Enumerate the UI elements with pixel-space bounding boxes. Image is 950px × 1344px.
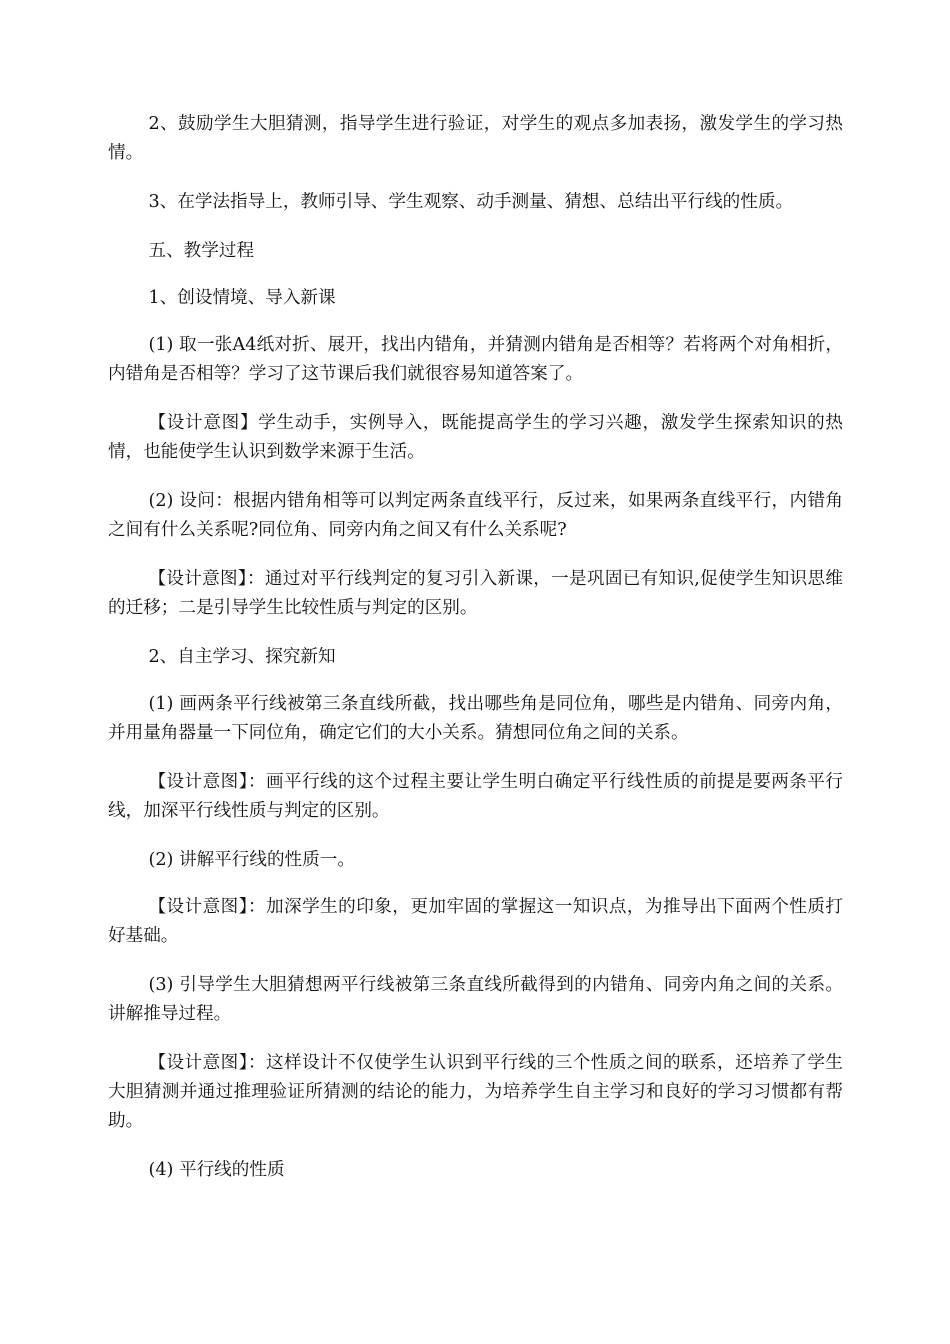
paragraph-encourage-guessing: 2、鼓励学生大胆猜测，指导学生进行验证，对学生的观点多加表扬，激发学生的学习热情。: [108, 114, 843, 163]
section-heading-teaching-process: 五、教学过程: [148, 241, 255, 261]
paragraph-parallel-properties: (4) 平行线的性质: [148, 1160, 285, 1180]
paragraph-property-one: (2) 讲解平行线的性质一。: [148, 850, 355, 870]
paragraph-draw-parallel-lines: (1) 画两条平行线被第三条直线所截，找出哪些角是同位角，哪些是内错角、同旁内角，并用量角器量一下同位角，确定它们的大小关系。猜想同位角之间的关系。: [108, 694, 843, 743]
paragraph-design-intent-3: 【设计意图】：画平行线的这个过程主要让学生明白确定平行线性质的前提是要两条平行线，加深平行线性质与判定的区别。: [108, 772, 843, 821]
paragraph-guess-angles: (3) 引导学生大胆猜想两平行线被第三条直线所截得到的内错角、同旁内角之间的关系。讲解推导过程。: [108, 975, 843, 1024]
subheading-create-situation: 1、创设情境、导入新课: [148, 288, 336, 308]
paragraph-design-intent-5: 【设计意图】：这样设计不仅使学生认识到平行线的三个性质之间的联系，还培养了学生大胆猜测并通过推理验证所猜测的结论的能力，为培养学生自主学习和良好的学习习惯都有帮助。: [108, 1053, 843, 1131]
paragraph-design-intent-1: 【设计意图】学生动手，实例导入，既能提高学生的学习兴趣，激发学生探索知识的热情，也能使学生认识到数学来源于生活。: [108, 413, 843, 462]
paragraph-question: (2) 设问：根据内错角相等可以判定两条直线平行，反过来，如果两条直线平行，内错角之间有什么关系呢?同位角、同旁内角之间又有什么关系呢?: [108, 491, 843, 540]
paragraph-design-intent-2: 【设计意图】：通过对平行线判定的复习引入新课，一是巩固已有知识,促使学生知识思维的迁移；二是引导学生比较性质与判定的区别。: [108, 569, 843, 618]
paragraph-a4-paper-activity: (1) 取一张A4纸对折、展开，找出内错角，并猜测内错角是否相等？若将两个对角相折，内错角是否相等？学习了这节课后我们就很容易知道答案了。: [108, 335, 843, 384]
paragraph-design-intent-4: 【设计意图】：加深学生的印象，更加牢固的掌握这一知识点，为推导出下面两个性质打好基础。: [108, 897, 843, 946]
paragraph-study-method: 3、在学法指导上，教师引导、学生观察、动手测量、猜想、总结出平行线的性质。: [148, 192, 794, 212]
document-body: [108, 110, 843, 1203]
subheading-self-study: 2、自主学习、探究新知: [148, 647, 336, 667]
